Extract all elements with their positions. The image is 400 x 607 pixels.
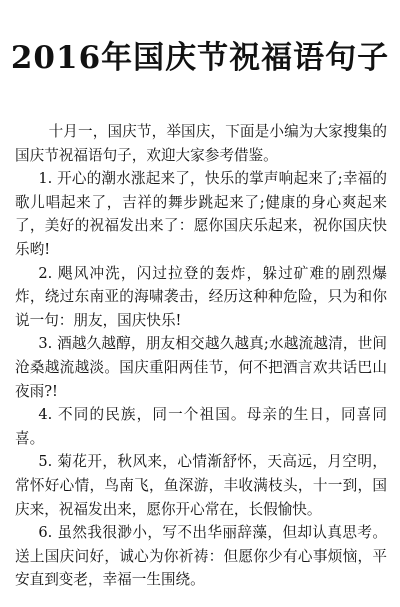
list-item: 4. 不同的民族，同一个祖国。母亲的生日，同喜同喜。 <box>15 406 387 447</box>
list-item: 3. 酒越久越醇，朋友相交越久越真;水越流越清，世间沧桑越流越淡。国庆重阳两佳节，何不把酒言欢共话巴山夜雨?! <box>15 335 387 400</box>
list-item: 1. 开心的潮水涨起来了，快乐的掌声响起来了;幸福的歌儿唱起来了，吉祥的舞步跳起来了;健康的身心爽起来了，美好的祝福发出来了：愿你国庆乐起来，祝你国庆快乐哟! <box>15 170 387 258</box>
document-body <box>15 120 387 592</box>
list-item: 2. 飓风冲洗，闪过拉登的轰炸，躲过矿难的剧烈爆炸，绕过东南亚的海啸袭击，经历这种种危险，只为和你说一句：朋友，国庆快乐! <box>15 264 387 329</box>
list-item: 5. 菊花开，秋风来，心情渐舒怀，天高远，月空明，常怀好心情，鸟南飞，鱼深游，丰收满枝头，十一到，国庆来，祝福发出来，愿你开心常在，长假愉快。 <box>15 453 387 518</box>
document-title: 2016年国庆节祝福语句子 <box>10 40 390 76</box>
intro-paragraph: 十月一，国庆节，举国庆，下面是小编为大家搜集的国庆节祝福语句子，欢迎大家参考借鉴。 <box>15 123 387 164</box>
list-item: 6. 虽然我很渺小，写不出华丽辞藻，但却认真思考。送上国庆问好，诚心为你祈祷：但愿你少有心事烦恼，平安直到变老，幸福一生围绕。 <box>15 524 387 589</box>
